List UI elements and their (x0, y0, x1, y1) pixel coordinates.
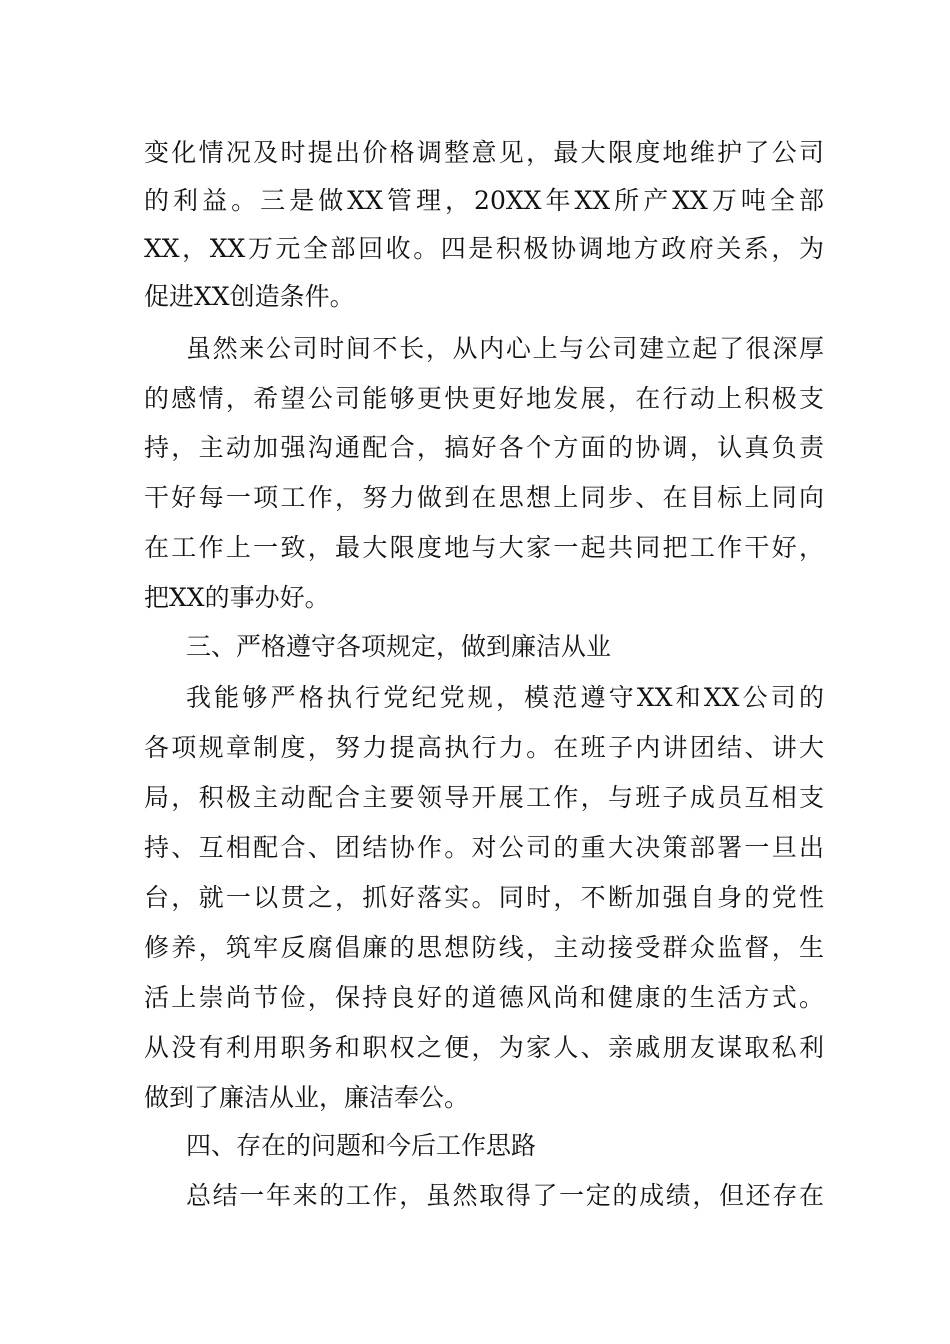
paragraph-first-line: 我能够严格执行党纪党规，模范遵守XX和XX公司的 (186, 683, 824, 712)
text-line: 局，积极主动配合主要领导开展工作，与班子成员互相支 (144, 783, 824, 812)
text-line: 干好每一项工作，努力做到在思想上同步、在目标上同向 (144, 483, 824, 512)
text-line: 促进XX创造条件。 (144, 282, 355, 311)
paragraph-first-line: 总结一年来的工作，虽然取得了一定的成绩，但还存在 (186, 1181, 824, 1210)
text-line: XX，XX万元全部回收。四是积极协调地方政府关系，为 (144, 234, 824, 263)
text-line: 做到了廉洁从业，廉洁奉公。 (144, 1083, 470, 1112)
text-line: 在工作上一致，最大限度地与大家一起共同把工作干好， (144, 533, 824, 562)
text-line: 的利益。三是做XX管理，20XX年XX所产XX万吨全部 (144, 186, 824, 215)
text-line: 持、互相配合、团结协作。对公司的重大决策部署一旦出 (144, 833, 824, 862)
text-line: 变化情况及时提出价格调整意见，最大限度地维护了公司 (144, 138, 824, 167)
section-heading: 三、严格遵守各项规定，做到廉洁从业 (186, 632, 612, 661)
text-line: 各项规章制度，努力提高执行力。在班子内讲团结、讲大 (144, 733, 824, 762)
section-heading: 四、存在的问题和今后工作思路 (186, 1131, 537, 1160)
text-line: 修养，筑牢反腐倡廉的思想防线，主动接受群众监督，生 (144, 933, 824, 962)
text-line: 持，主动加强沟通配合，搞好各个方面的协调，认真负责 (144, 433, 824, 462)
text-line: 活上崇尚节俭，保持良好的道德风尚和健康的生活方式。 (144, 983, 824, 1012)
text-line: 台，就一以贯之，抓好落实。同时，不断加强自身的党性 (144, 883, 824, 912)
paragraph-first-line: 虽然来公司时间不长，从内心上与公司建立起了很深厚 (186, 334, 824, 363)
text-line: 从没有利用职务和职权之便，为家人、亲戚朋友谋取私利 (144, 1033, 824, 1062)
text-line: 的感情，希望公司能够更快更好地发展，在行动上积极支 (144, 384, 824, 413)
text-line: 把XX的事办好。 (144, 583, 330, 612)
